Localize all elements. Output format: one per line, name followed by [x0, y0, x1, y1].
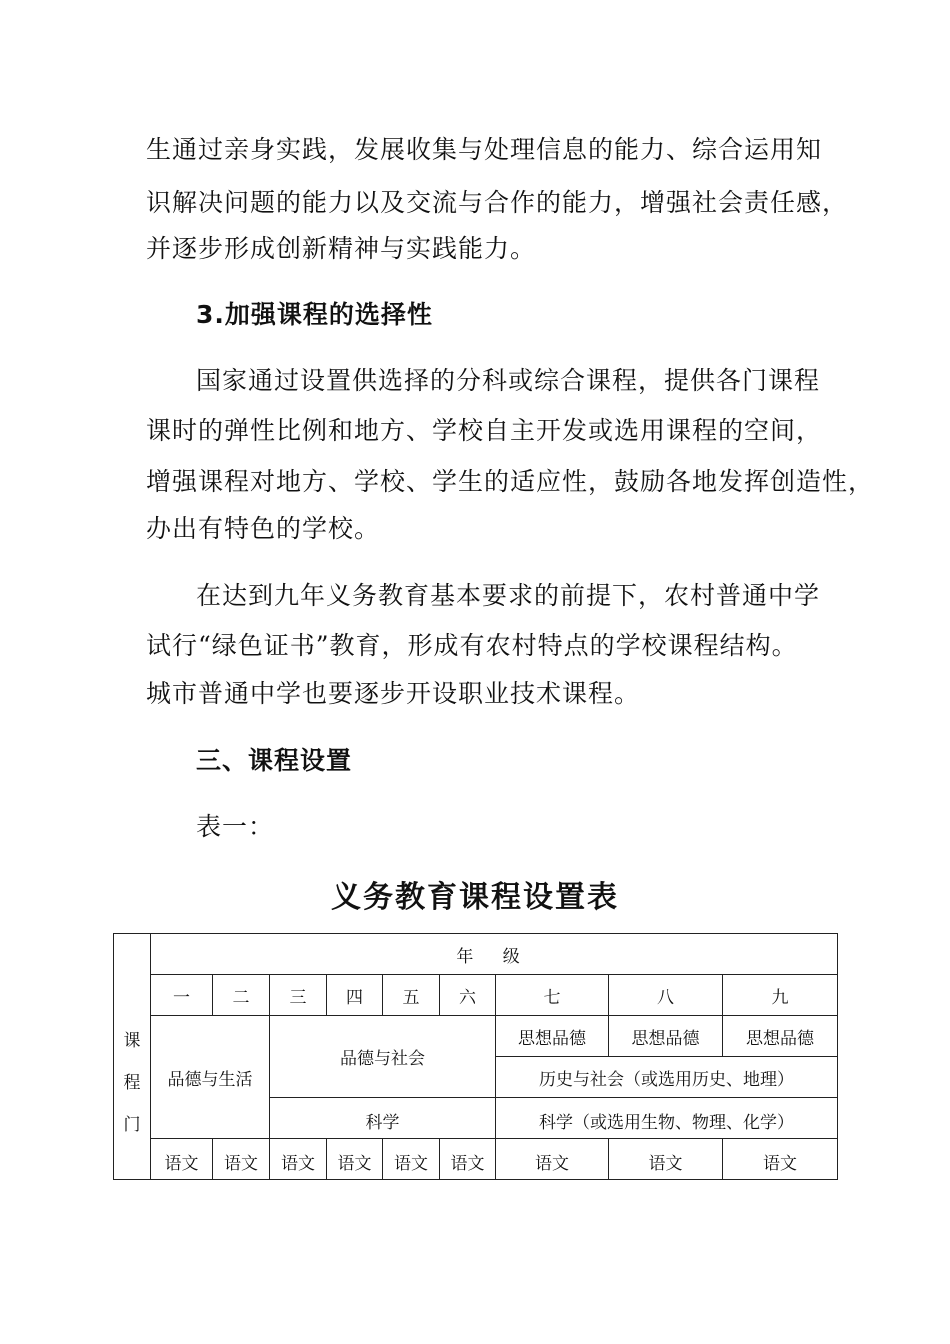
paragraph-line: 在达到九年义务教育基本要求的前提下，农村普通中学	[196, 581, 821, 610]
paragraph-line: 城市普通中学也要逐步开设职业技术课程。	[146, 679, 641, 708]
subject-cell: 科学（或选用生物、物理、化学）	[496, 1098, 838, 1139]
grade-cell: 九	[723, 975, 838, 1016]
grade-cell: 四	[327, 975, 383, 1016]
subject-cell: 思想品德	[723, 1016, 838, 1057]
grade-cell: 八	[609, 975, 723, 1016]
grade-cell: 六	[440, 975, 496, 1016]
table-label: 表一：	[196, 812, 275, 841]
paragraph-line: 课时的弹性比例和地方、学校自主开发或选用课程的空间，	[146, 416, 823, 445]
subject-cell: 语文	[151, 1139, 213, 1180]
table-title: 义务教育课程设置表	[331, 880, 619, 915]
subsection-heading: 3.加强课程的选择性	[196, 300, 433, 329]
subject-cell: 语文	[723, 1139, 838, 1180]
paragraph-line: 办出有特色的学校。	[146, 514, 381, 543]
subject-cell: 品德与社会	[270, 1016, 496, 1098]
subject-cell: 思想品德	[609, 1016, 723, 1057]
course-char: 程	[123, 1072, 141, 1093]
paragraph-line: 并逐步形成创新精神与实践能力。	[146, 234, 537, 263]
subject-cell: 语文	[609, 1139, 723, 1180]
grade-cell: 二	[213, 975, 270, 1016]
paragraph-line: 增强课程对地方、学校、学生的适应性，鼓励各地发挥创造性，	[146, 467, 875, 496]
subject-cell: 语文	[327, 1139, 383, 1180]
subject-cell: 科学	[270, 1098, 496, 1139]
grade-cell: 五	[383, 975, 440, 1016]
subject-cell: 语文	[213, 1139, 270, 1180]
course-header-cell	[114, 934, 151, 1180]
subject-cell: 品德与生活	[151, 1016, 270, 1139]
grade-cell: 七	[496, 975, 609, 1016]
paragraph-line: 生通过亲身实践，发展收集与处理信息的能力、综合运用知	[146, 135, 823, 164]
subject-cell: 语文	[383, 1139, 440, 1180]
section-heading: 三、课程设置	[196, 746, 353, 775]
subject-cell: 历史与社会（或选用历史、地理）	[496, 1057, 838, 1098]
subject-cell: 语文	[270, 1139, 327, 1180]
subject-cell: 思想品德	[496, 1016, 609, 1057]
subject-cell: 语文	[440, 1139, 496, 1180]
grade-header: 年 级	[151, 934, 838, 975]
curriculum-table	[113, 933, 838, 1180]
course-char: 课	[123, 1030, 141, 1051]
grade-cell: 一	[151, 975, 213, 1016]
course-char: 门	[123, 1114, 141, 1135]
grade-cell: 三	[270, 975, 327, 1016]
paragraph-line: 识解决问题的能力以及交流与合作的能力，增强社会责任感，	[146, 188, 849, 217]
paragraph-line: 国家通过设置供选择的分科或综合课程，提供各门课程	[196, 366, 821, 395]
paragraph-line: 试行“绿色证书”教育，形成有农村特点的学校课程结构。	[146, 631, 798, 660]
subject-cell: 语文	[496, 1139, 609, 1180]
